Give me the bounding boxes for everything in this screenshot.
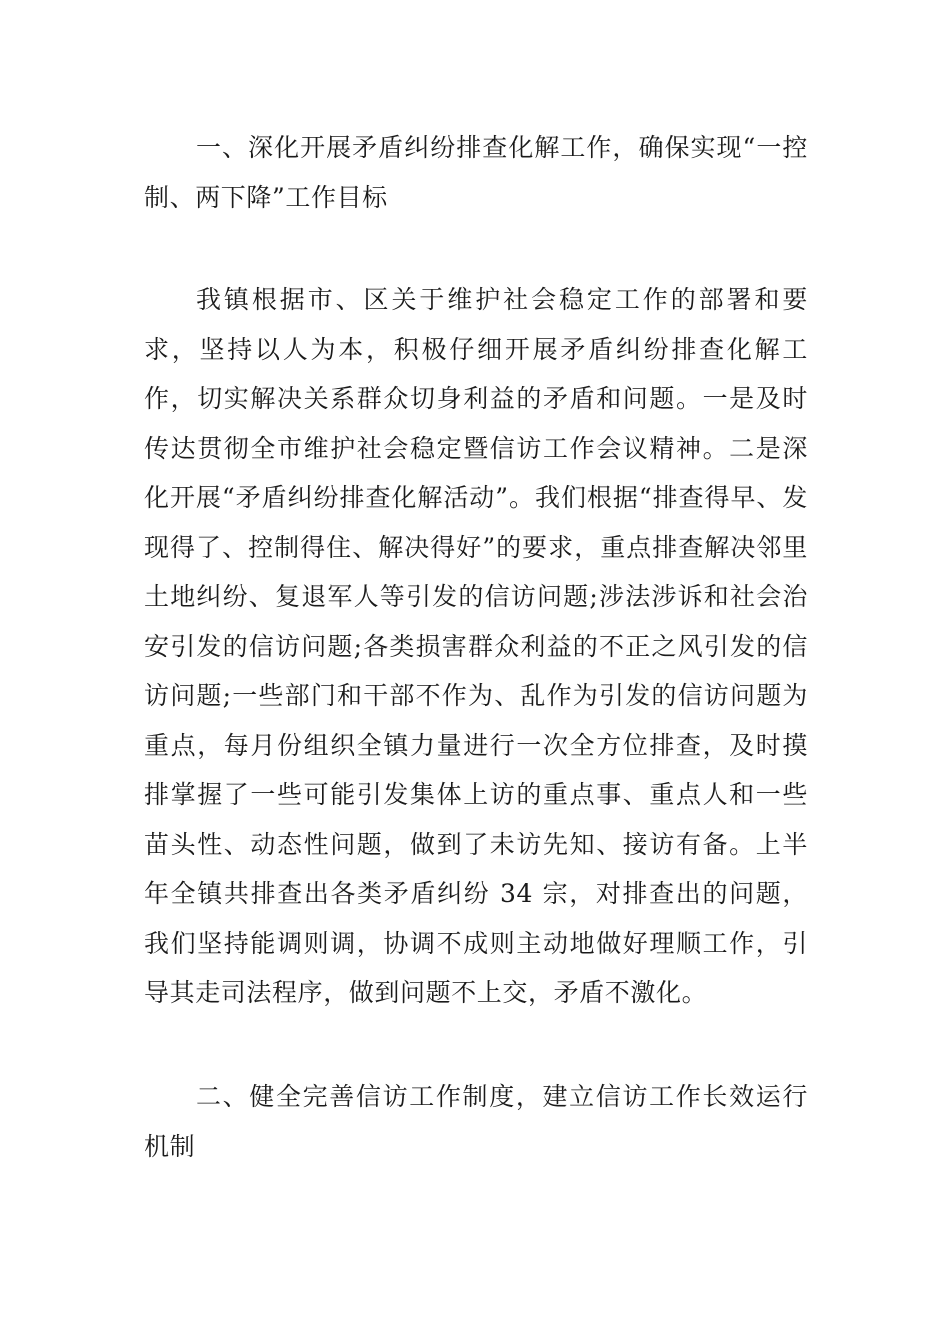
section-body-1: 我镇根据市、区关于维护社会稳定工作的部署和要求，坚持以人为本，积极仔细开展矛盾纠纷排查化解工作，切实解决关系群众切身利益的矛盾和问题。一是及时传达贯彻全市维护社会稳定暨信访工作会议精神。二是深化开展“矛盾纠纷排查化解活动”。我们根据“排查得早、发现得了、控制得住、解决得好”的要求，重点排查解决邻里土地纠纷、复退军人等引发的信访问题;涉法涉诉和社会治安引发的信访问题;各类损害群众利益的不正之风引发的信访问题;一些部门和干部不作为、乱作为引发的信访问题为重点，每月份组织全镇力量进行一次全方位排查，及时摸排掌握了一些可能引发集体上访的重点事、重点人和一些苗头性、动态性问题，做到了未访先知、接访有备。上半年全镇共排查出各类矛盾纠纷 34 宗，对排查出的问题，我们坚持能调则调，协调不成则主动地做好理顺工作，引导其走司法程序，做到问题不上交，矛盾不激化。 bbox=[144, 285, 808, 1007]
section-heading-2: 二、健全完善信访工作制度，建立信访工作长效运行机制 bbox=[144, 1082, 808, 1161]
section-heading-1: 一、深化开展矛盾纠纷排查化解工作，确保实现“一控制、两下降”工作目标 bbox=[144, 133, 808, 212]
